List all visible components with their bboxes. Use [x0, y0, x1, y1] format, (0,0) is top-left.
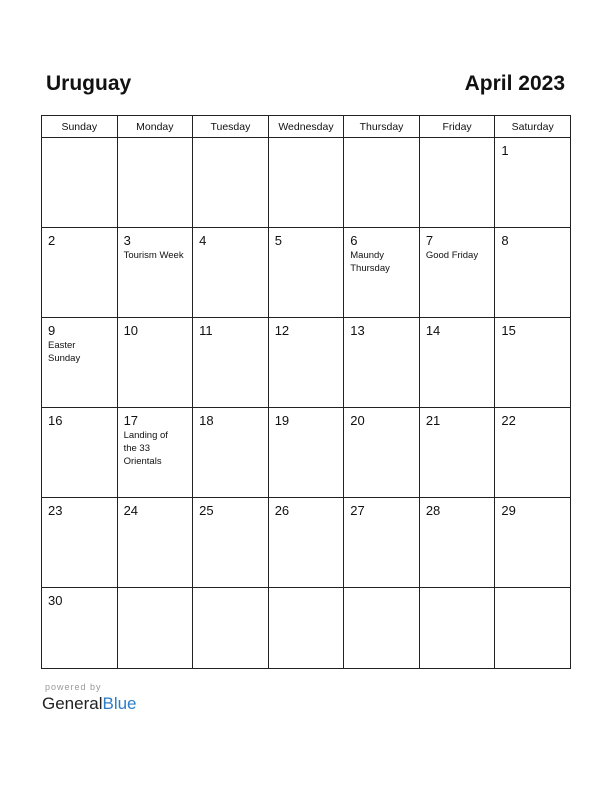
- day-cell: [117, 138, 193, 228]
- day-cell: [495, 498, 571, 588]
- day-cell: [42, 318, 118, 408]
- day-cell: [344, 228, 420, 318]
- day-number: 23: [48, 503, 63, 518]
- day-cell: [268, 408, 344, 498]
- day-number: 17: [123, 413, 139, 428]
- day-cell: [344, 138, 420, 228]
- day-number: 12: [274, 323, 290, 338]
- country-title: Uruguay: [46, 72, 132, 95]
- day-number: 28: [425, 503, 441, 518]
- day-number: 11: [199, 323, 213, 338]
- day-cell: [117, 408, 193, 498]
- brand-general: General: [42, 694, 103, 713]
- day-cell: [42, 228, 118, 318]
- holiday-label: Landing of the 33 Orientals: [123, 430, 168, 467]
- holiday-label: Maundy Thursday: [350, 250, 390, 274]
- weekday-header: Wednesday: [268, 116, 344, 138]
- day-cell: [42, 138, 118, 228]
- day-number: 24: [123, 503, 139, 518]
- day-number: 27: [350, 503, 365, 518]
- day-cell: [42, 498, 118, 588]
- day-number: 18: [199, 413, 214, 428]
- weekday-header: Sunday: [42, 116, 118, 138]
- week-row: [42, 498, 571, 588]
- brand-logo[interactable]: [42, 694, 137, 714]
- day-cell: [268, 228, 344, 318]
- day-cell: [193, 228, 269, 318]
- day-number: 4: [199, 233, 207, 248]
- day-number: 15: [501, 323, 516, 338]
- day-number: 5: [274, 233, 282, 248]
- day-number: 1: [501, 143, 509, 158]
- day-cell: [193, 318, 269, 408]
- day-cell: [419, 588, 495, 669]
- day-cell: [419, 408, 495, 498]
- day-number: 7: [425, 233, 434, 248]
- day-cell: [193, 588, 269, 669]
- day-cell: [495, 588, 571, 669]
- day-number: 21: [425, 413, 441, 428]
- day-number: 3: [123, 233, 131, 248]
- day-cell: [268, 318, 344, 408]
- day-cell: [344, 498, 420, 588]
- holiday-label: Easter Sunday: [48, 340, 81, 364]
- day-number: 2: [48, 233, 56, 248]
- weekday-header: Tuesday: [193, 116, 269, 138]
- day-cell: [419, 318, 495, 408]
- day-cell: [344, 408, 420, 498]
- day-number: 29: [501, 503, 516, 518]
- day-number: 22: [501, 413, 516, 428]
- day-number: 19: [274, 413, 290, 428]
- weekday-header-row: [42, 116, 571, 138]
- day-cell: [268, 588, 344, 669]
- month-year-title: April 2023: [464, 72, 565, 95]
- day-cell: [495, 408, 571, 498]
- day-number: 8: [501, 233, 509, 248]
- week-row: [42, 588, 571, 669]
- day-cell: [495, 138, 571, 228]
- day-number: 9: [48, 323, 56, 338]
- day-cell: [344, 588, 420, 669]
- day-cell: [419, 498, 495, 588]
- day-number: 16: [48, 413, 63, 428]
- day-number: 6: [350, 233, 358, 248]
- day-cell: [268, 498, 344, 588]
- day-cell: [117, 588, 193, 669]
- holiday-label: Tourism Week: [123, 250, 184, 261]
- week-row: [42, 138, 571, 228]
- day-cell: [193, 498, 269, 588]
- brand-blue: Blue: [102, 694, 137, 713]
- day-number: 20: [350, 413, 365, 428]
- week-row: [42, 318, 571, 408]
- day-cell: [42, 588, 118, 669]
- day-number: 14: [425, 323, 441, 338]
- weekday-header: Monday: [117, 116, 193, 138]
- day-cell: [419, 228, 495, 318]
- day-number: 30: [48, 593, 63, 608]
- day-number: 25: [199, 503, 214, 518]
- day-number: 26: [274, 503, 290, 518]
- day-cell: [117, 498, 193, 588]
- day-cell: [268, 138, 344, 228]
- day-cell: [42, 408, 118, 498]
- weekday-header: Thursday: [344, 116, 420, 138]
- week-row: [42, 228, 571, 318]
- holiday-label: Good Friday: [425, 250, 479, 261]
- day-cell: [193, 408, 269, 498]
- day-cell: [193, 138, 269, 228]
- day-cell: [495, 228, 571, 318]
- day-cell: [117, 318, 193, 408]
- week-row: [42, 408, 571, 498]
- day-number: 10: [123, 323, 139, 338]
- day-cell: [344, 318, 420, 408]
- day-cell: [419, 138, 495, 228]
- weekday-header: Friday: [419, 116, 495, 138]
- day-cell: [495, 318, 571, 408]
- weekday-header: Saturday: [495, 116, 571, 138]
- day-cell: [117, 228, 193, 318]
- day-number: 13: [350, 323, 365, 338]
- calendar-grid: [41, 115, 571, 669]
- powered-by-text: powered by: [45, 682, 102, 692]
